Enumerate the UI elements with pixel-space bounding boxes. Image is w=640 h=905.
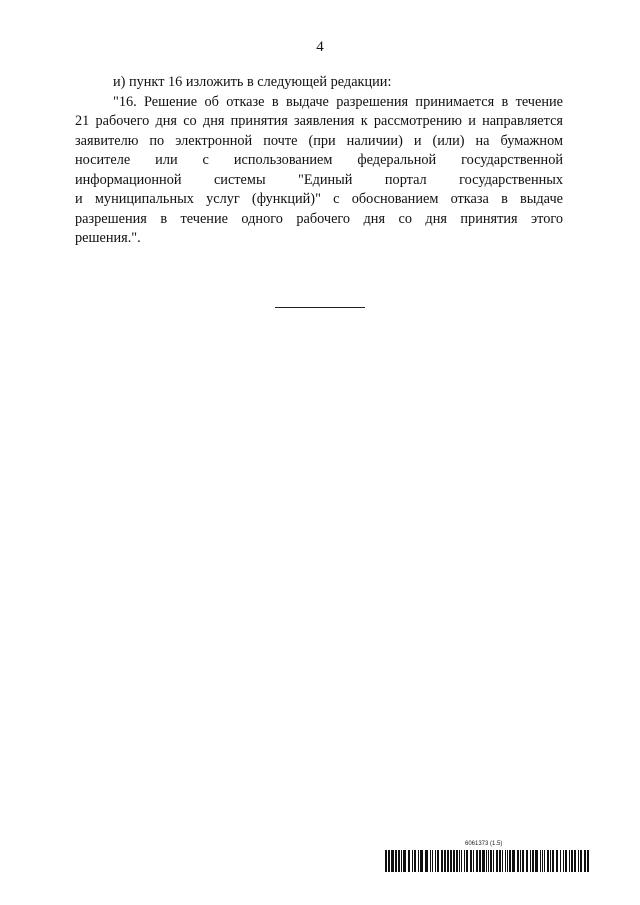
paragraph-line: "16. Решение об отказе в выдаче разрешения принимается в течение — [113, 93, 563, 110]
paragraph-line: разрешения в течение одного рабочего дня со дня принятия этого — [75, 210, 563, 227]
page-number: 4 — [316, 39, 324, 55]
paragraph-line: решения.". — [75, 230, 141, 246]
paragraph-line: 21 рабочего дня со дня принятия заявления к рассмотрению и направляется — [75, 113, 563, 129]
paragraph-line: носителе или с использованием федеральной государственной — [75, 152, 563, 168]
document-barcode — [385, 840, 590, 872]
barcode-code: 6061373 (1.5) — [465, 841, 503, 847]
document-body — [75, 73, 563, 249]
paragraph-line: заявителю по электронной почте (при наличии) и (или) на бумажном — [75, 132, 563, 149]
paragraph-line: информационной системы "Единый портал государственных — [75, 171, 563, 188]
closing-rule — [275, 307, 365, 308]
barcode-icon — [385, 850, 590, 872]
paragraph-line: и) пункт 16 изложить в следующей редакции: — [113, 74, 392, 90]
paragraph-line: и муниципальных услуг (функций)" с обоснованием отказа в выдаче — [75, 191, 563, 207]
